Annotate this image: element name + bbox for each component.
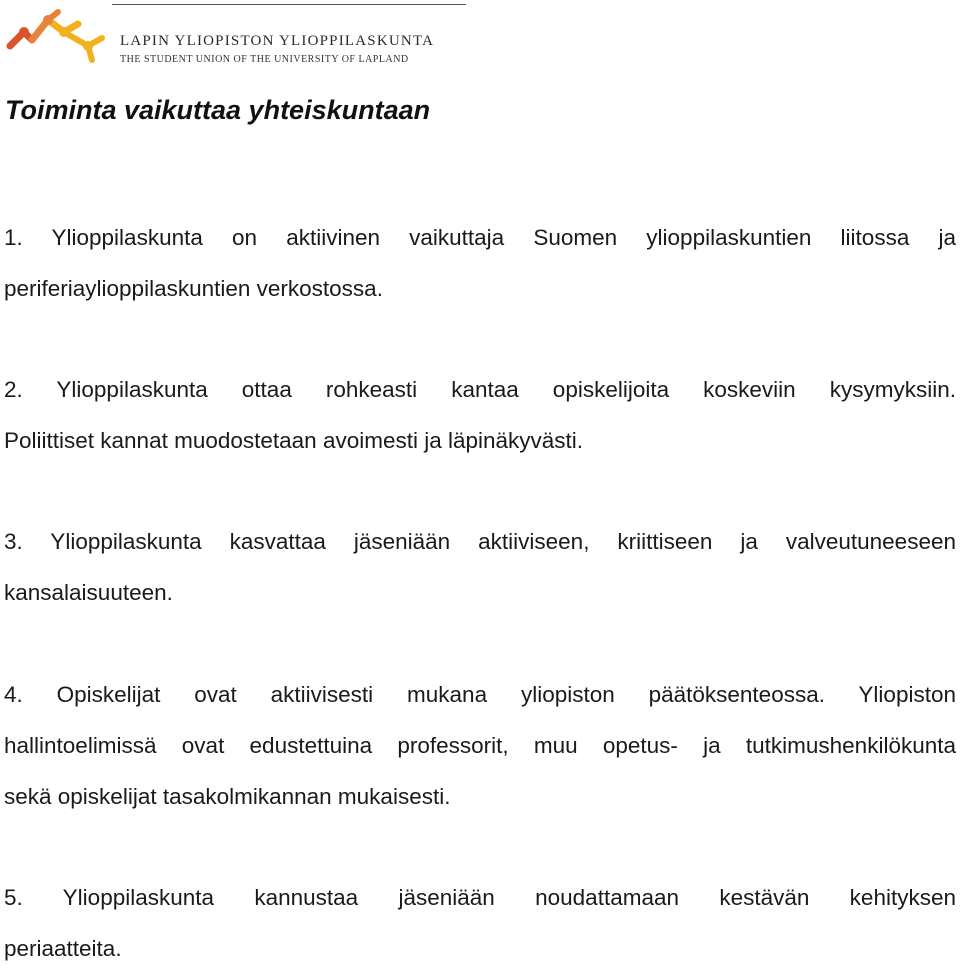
header-divider <box>112 4 466 5</box>
paragraph-4 <box>4 669 956 822</box>
paragraph-line: 3. Ylioppilaskunta kasvattaa jäseniään aktiiviseen, kriittiseen ja valveutuneeseen <box>4 529 956 554</box>
paragraph-line: periferiaylioppilaskuntien verkostossa. <box>4 276 383 301</box>
paragraph-line: 4. Opiskelijat ovat aktiivisesti mukana yliopiston päätöksenteossa. Yliopiston <box>4 682 956 707</box>
organization-english-name: THE STUDENT UNION OF THE UNIVERSITY OF LAPLAND <box>120 54 409 65</box>
paragraph-3 <box>4 516 956 618</box>
paragraph-line: 5. Ylioppilaskunta kannustaa jäseniään noudattamaan kestävän kehityksen <box>4 885 956 910</box>
paragraph-line: 1. Ylioppilaskunta on aktiivinen vaikuttaja Suomen ylioppilaskuntien liitossa ja <box>4 225 956 250</box>
paragraph-line: periaatteita. <box>4 936 122 961</box>
paragraph-1 <box>4 212 956 314</box>
paragraph-2 <box>4 364 956 466</box>
organization-name: LAPIN YLIOPISTON YLIOPPILASKUNTA <box>120 33 435 49</box>
document-title: Toiminta vaikuttaa yhteiskuntaan <box>5 95 431 125</box>
paragraph-5 <box>4 872 956 974</box>
student-union-logo-icon <box>2 2 112 66</box>
paragraph-line: hallintoelimissä ovat edustettuina professorit, muu opetus- ja tutkimushenkilökunta <box>4 733 956 758</box>
paragraph-line: kansalaisuuteen. <box>4 580 173 605</box>
paragraph-line: 2. Ylioppilaskunta ottaa rohkeasti kantaa opiskelijoita koskeviin kysymyksiin. <box>4 377 956 402</box>
document-header <box>0 0 470 70</box>
paragraph-line: Poliittiset kannat muodostetaan avoimesti ja läpinäkyvästi. <box>4 428 584 453</box>
paragraph-line: sekä opiskelijat tasakolmikannan mukaisesti. <box>4 784 451 809</box>
